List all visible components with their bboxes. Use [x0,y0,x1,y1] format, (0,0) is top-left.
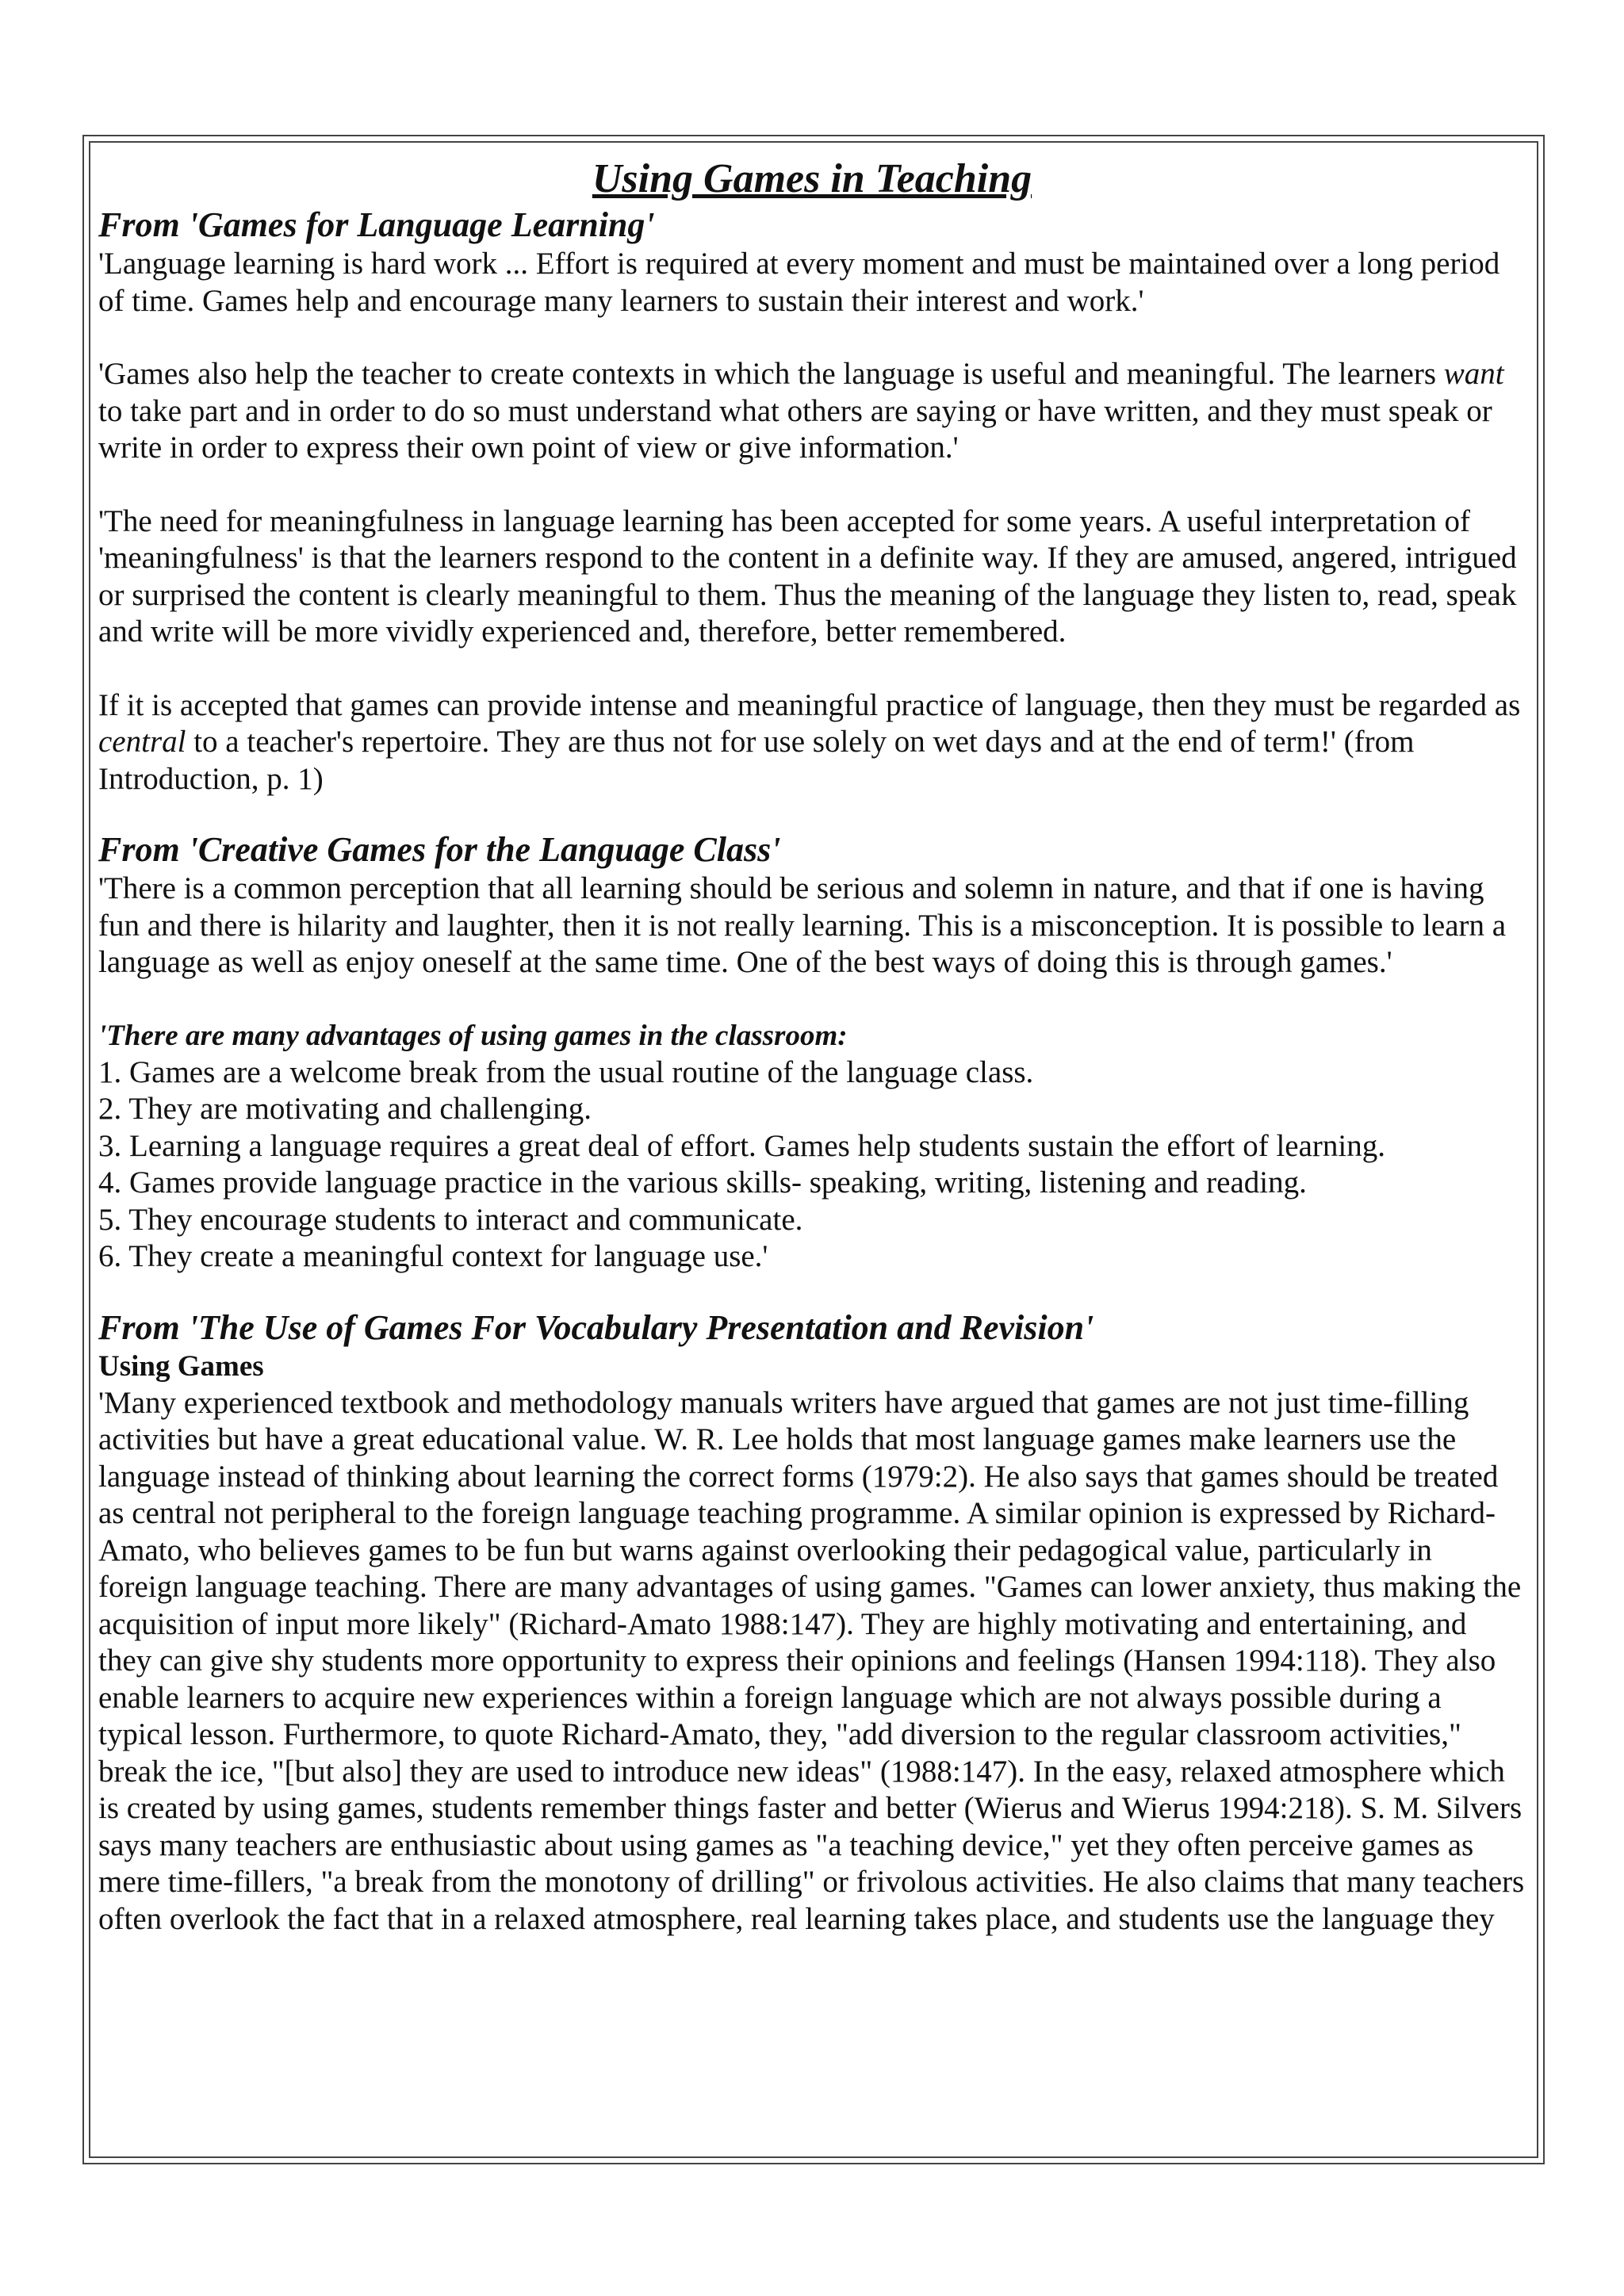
section-creative-games [98,829,1526,1276]
list-item: 5. They encourage students to interact and communicate. [98,1202,803,1237]
text-run: to take part and in order to do so must understand what others are saying or have written, and they must speak or write in order to express their own point of view or give information.' [98,393,1492,465]
paragraph-spacer [98,651,1526,687]
list-item: 1. Games are a welcome break from the usual routine of the language class. [98,1054,1034,1089]
paragraph-spacer [98,467,1526,503]
section-heading: From 'Games for Language Learning' [98,205,655,244]
paragraph: 'Language learning is hard work ... Effort is required at every moment and must be maintained over a long period of time. Games help and encourage many learners to sustain their interest and work.' [98,247,1500,318]
list-heading: 'There are many advantages of using games in the classroom: [98,1019,848,1052]
page-title: Using Games in Teaching [592,156,1032,201]
text-run: to a teacher's repertoire. They are thus not for use solely on wet days and at the end of term!' (from Introduction, p. 1) [98,725,1415,796]
list-item: 4. Games provide language practice in the various skills- speaking, writing, listening and reading. [98,1165,1307,1200]
emphasis-text: central [98,725,186,759]
text-run: If it is accepted that games can provide intense and meaningful practice of language, then they must be regarded as [98,687,1521,722]
section-games-for-language-learning [98,205,1526,798]
paragraph [98,356,1526,467]
list-item: 3. Learning a language requires a great deal of effort. Games help students sustain the effort of learning. [98,1128,1385,1163]
section-spacer [98,798,1526,829]
text-run: 'Games also help the teacher to create contexts in which the language is useful and meaningful. The learners [98,357,1444,391]
emphasis-text: want [1443,357,1504,391]
section-heading: From 'The Use of Games For Vocabulary Presentation and Revision' [98,1307,1094,1347]
paragraph-spacer [98,982,1526,1018]
paragraph [98,687,1526,798]
section-heading: From 'Creative Games for the Language Class' [98,830,781,869]
paragraph-spacer [98,320,1526,356]
list-item: 6. They create a meaningful context for language use.' [98,1239,768,1273]
paragraph: 'There is a common perception that all learning should be serious and solemn in nature, and that if one is having fun and there is hilarity and laughter, then it is not really learning. This is a misconception. It is possible to learn a language as well as enjoy oneself at the same time. One of the best ways of doing this is through games.' [98,871,1507,979]
paragraph: 'Many experienced textbook and methodology manuals writers have argued that games are not just time-filling activities but have a great educational value. W. R. Lee holds that most language games make learners use the language instead of thinking about learning the correct forms (1979:2). He also says that games should be treated as central not peripheral to the foreign language teaching programme. A similar opinion is expressed by Richard-Amato, who believes games to be fun but warns against overlooking their pedagogical value, particularly in foreign language teaching. There are many advantages of using games. "Games can lower anxiety, thus making the acquisition of input more likely" (Richard-Amato 1988:147). They are highly motivating and entertaining, and they can give shy students more opportunity to express their opinions and feelings (Hansen 1994:118). They also enable learners to acquire new experiences within a foreign language which are not always possible during a typical lesson. Furthermore, to quote Richard-Amato, they, "add diversion to the regular classroom activities," break the ice, "[but also] they are used to introduce new ideas" (1988:147). In the easy, relaxed atmosphere which is created by using games, students remember things faster and better (Wierus and Wierus 1994:218). S. M. Silvers says many teachers are enthusiastic about using games as "a teaching device," yet they often perceive games as mere time-fillers, "a break from the monotony of drilling" or frivolous activities. He also claims that many teachers often overlook the fact that in a relaxed atmosphere, real learning takes place, and students use the language they [98,1385,1525,1936]
list-item: 2. They are motivating and challenging. [98,1092,592,1126]
sub-heading: Using Games [98,1349,264,1383]
section-vocabulary-games [98,1307,1526,1938]
document-body [98,155,1526,1938]
section-spacer [98,1276,1526,1307]
paragraph: 'The need for meaningfulness in language learning has been accepted for some years. A useful interpretation of 'meaningfulness' is that the learners respond to the content in a definite way. If they are amused, angered, intrigued or surprised the content is clearly meaningful to them. Thus the meaning of the language they listen to, read, speak and write will be more vividly experienced and, therefore, better remembered. [98,503,1517,649]
advantages-list [98,1054,1526,1276]
